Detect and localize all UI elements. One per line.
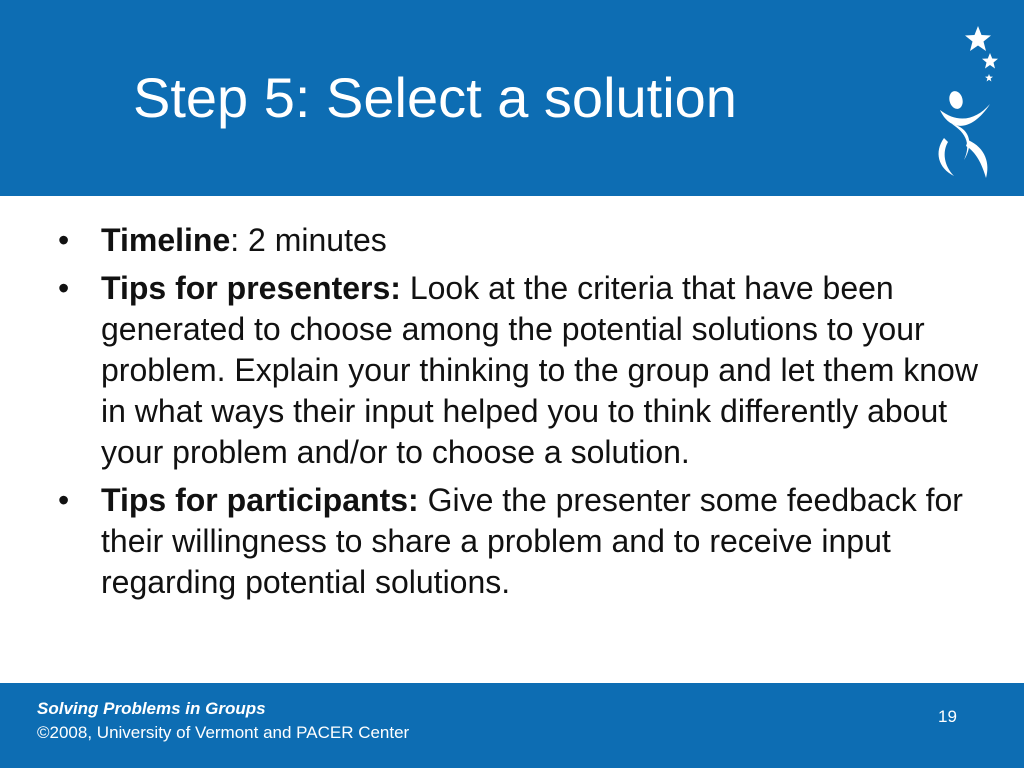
bullet-text: Give the presenter some feedback for their willingness to share a problem and to receive input regarding potential solutions. — [101, 482, 963, 600]
bullet-heading: Timeline — [101, 222, 231, 258]
footer-title: Solving Problems in Groups — [37, 699, 266, 718]
bullet-timeline — [58, 220, 978, 261]
bullet-marker: • — [58, 222, 70, 258]
stars-figure-logo-icon — [928, 20, 1004, 180]
header-bar — [0, 0, 1024, 196]
bullet-text: : 2 minutes — [230, 222, 387, 258]
bullet-marker: • — [58, 482, 70, 518]
bullet-list — [58, 220, 978, 603]
bullet-presenters — [58, 268, 978, 473]
bullet-heading: Tips for presenters: — [101, 270, 401, 306]
footer-copyright: ©2008, University of Vermont and PACER Center — [37, 723, 410, 742]
bullet-participants — [58, 480, 978, 603]
bullet-heading: Tips for participants: — [101, 482, 419, 518]
footer-bar — [0, 683, 1024, 768]
slide-content — [58, 220, 978, 610]
slide-title: Step 5: Select a solution — [133, 66, 737, 129]
page-number: 19 — [938, 707, 957, 726]
bullet-marker: • — [58, 270, 70, 306]
bullet-text: Look at the criteria that have been generated to choose among the potential solutions to your problem. Explain your thinking to the group and let them know in what ways their input helped you to think differently about your problem and/or to choose a solution. — [101, 270, 978, 470]
